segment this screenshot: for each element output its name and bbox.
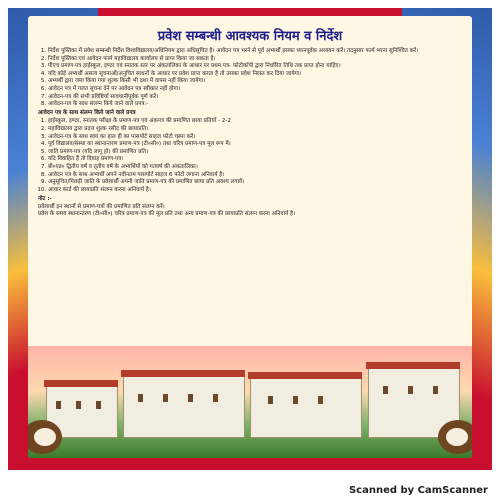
scanned-page: [8, 8, 492, 470]
attachment-item: 5. जाति प्रमाण-पत्र (यदि लागू हो) की प्रमाणित प्रति।: [48, 149, 462, 157]
attachment-item: 8. आवेदन पत्र के साथ अभ्यर्थी अपने नवीनतम पासपोर्ट साइज 6 फोटो लगाना अनिवार्य है।: [48, 172, 462, 180]
rule-item: 7. आवेदन-पत्र की सभी प्रविष्टियाँ सावधानीपूर्वक पूर्ण करें।: [48, 94, 462, 102]
attachment-item: 7. बी०एड० द्वितीय वर्ष व तृतीय वर्ष के अभ्यर्थियों को गतवर्ष की अंकतालिका।: [48, 164, 462, 172]
note-item: प्रवेश के समय स्थानान्तरण (टी०सी०) चरित्र प्रमाण-पत्र की मूल प्रति तथा अन्य प्रमाण-पत्र की छायाप्रति संलग्न करना अनिवार्य है।: [38, 211, 296, 218]
attachment-item: 2. महाविद्यालय द्वारा प्रदत्त शुल्क रसीद की छायाप्रति।: [48, 126, 462, 134]
attachment-item: 6. यदि विवाहित हैं तो विवाह प्रमाण-पत्र।: [48, 156, 462, 164]
document-body: [28, 48, 472, 219]
document-title: प्रवेश सम्बन्धी आवश्यक नियम व निर्देश: [157, 29, 343, 44]
attachment-item: 1. हाईस्कूल, इण्टर, स्नातक परीक्षा के प्रमाण-पत्र एवं अंकपत्र की प्रमाणित छाया प्रतियाँ - 2-2: [48, 118, 462, 126]
attachment-item: 10. आधार कार्ड की छायाप्रति संलग्न करना अनिवार्य है।: [48, 187, 462, 195]
note-label: नोट :-: [38, 196, 52, 203]
rule-item: 8. आवेदन-पत्र के साथ संलग्न किये जाने वाले प्रपत्र:-: [48, 101, 462, 109]
attachments-list: [38, 118, 462, 194]
rule-item: 3. पीएच प्रमाण-पत्र हाईस्कूल, इण्टर एवं स्नातक स्तर पर अंकतालिका के आधार पर प्रथम पत्र- फोटोकॉपी द्वारा निर्धारित तिथि तक प्राप्त होना चाहिए।: [48, 63, 462, 71]
rules-list: [38, 48, 462, 109]
rule-item: 6. आवेदन पत्र में गलत सूचना देने पर आवेदन पत्र स्वीकार नहीं होगा।: [48, 86, 462, 94]
attachment-item: 3. आवेदन-पत्र के साथ स्वयं का हाल ही का पासपोर्ट साइज फोटो चस्पा करें।: [48, 134, 462, 142]
attachment-item: 9. अनुसूचित/पिछड़ी जाति के प्रवेशार्थी अपनी जाति प्रमाण-पत्र की प्रमाणित छाया प्रति अवश्य लगायें।: [48, 179, 462, 187]
attachment-item: 4. पूर्व विद्यालय/संस्था का स्थानान्तरण प्रमाण-पत्र (टी०सी०) तथा चरित्र प्रमाण-पत्र मूल रूप में।: [48, 141, 462, 149]
rule-item: 5. अभ्यर्थी द्वारा जमा किया गया शुल्क किसी भी दशा में वापस नहीं किया जायेगा।: [48, 78, 462, 86]
rule-item: 4. यदि कोई अभ्यर्थी असत्य सूचनाओं/अनुचित साधनों के आधार पर प्रवेश प्राप्त करता है तो उसका प्रवेश निरस्त कर दिया जायेगा।: [48, 71, 462, 79]
attachments-heading: आवेदन पत्र के साथ संलग्न किये जाने वाले प्रपत्र: [38, 109, 136, 116]
note-block: [38, 196, 462, 219]
content-panel: [28, 16, 472, 458]
rule-item: 1. निर्देश पुस्तिका में प्रवेश सम्बन्धी निर्देश विश्वविद्यालय/अधिनियम द्वारा अधिसूचित है। आवेदन पत्र भरने से पूर्व अभ्यर्थी इसका ध्यानपूर्वक अध्ययन करें। तदनुसार फार्म भरना सुनिश्चित करें।: [48, 48, 462, 56]
college-building-photo: [28, 346, 472, 458]
rule-item: 2. निर्देश पुस्तिका एवं आवेदन फार्म महाविद्यालय कार्यालय से प्राप्त किया जा सकता है।: [48, 56, 462, 64]
note-item: प्रवेशार्थी इन स्थानों से प्रमाण-पत्रों की प्रमाणित प्रति संलग्न करें।: [38, 203, 165, 210]
camscanner-watermark: Scanned by CamScanner: [348, 485, 488, 496]
